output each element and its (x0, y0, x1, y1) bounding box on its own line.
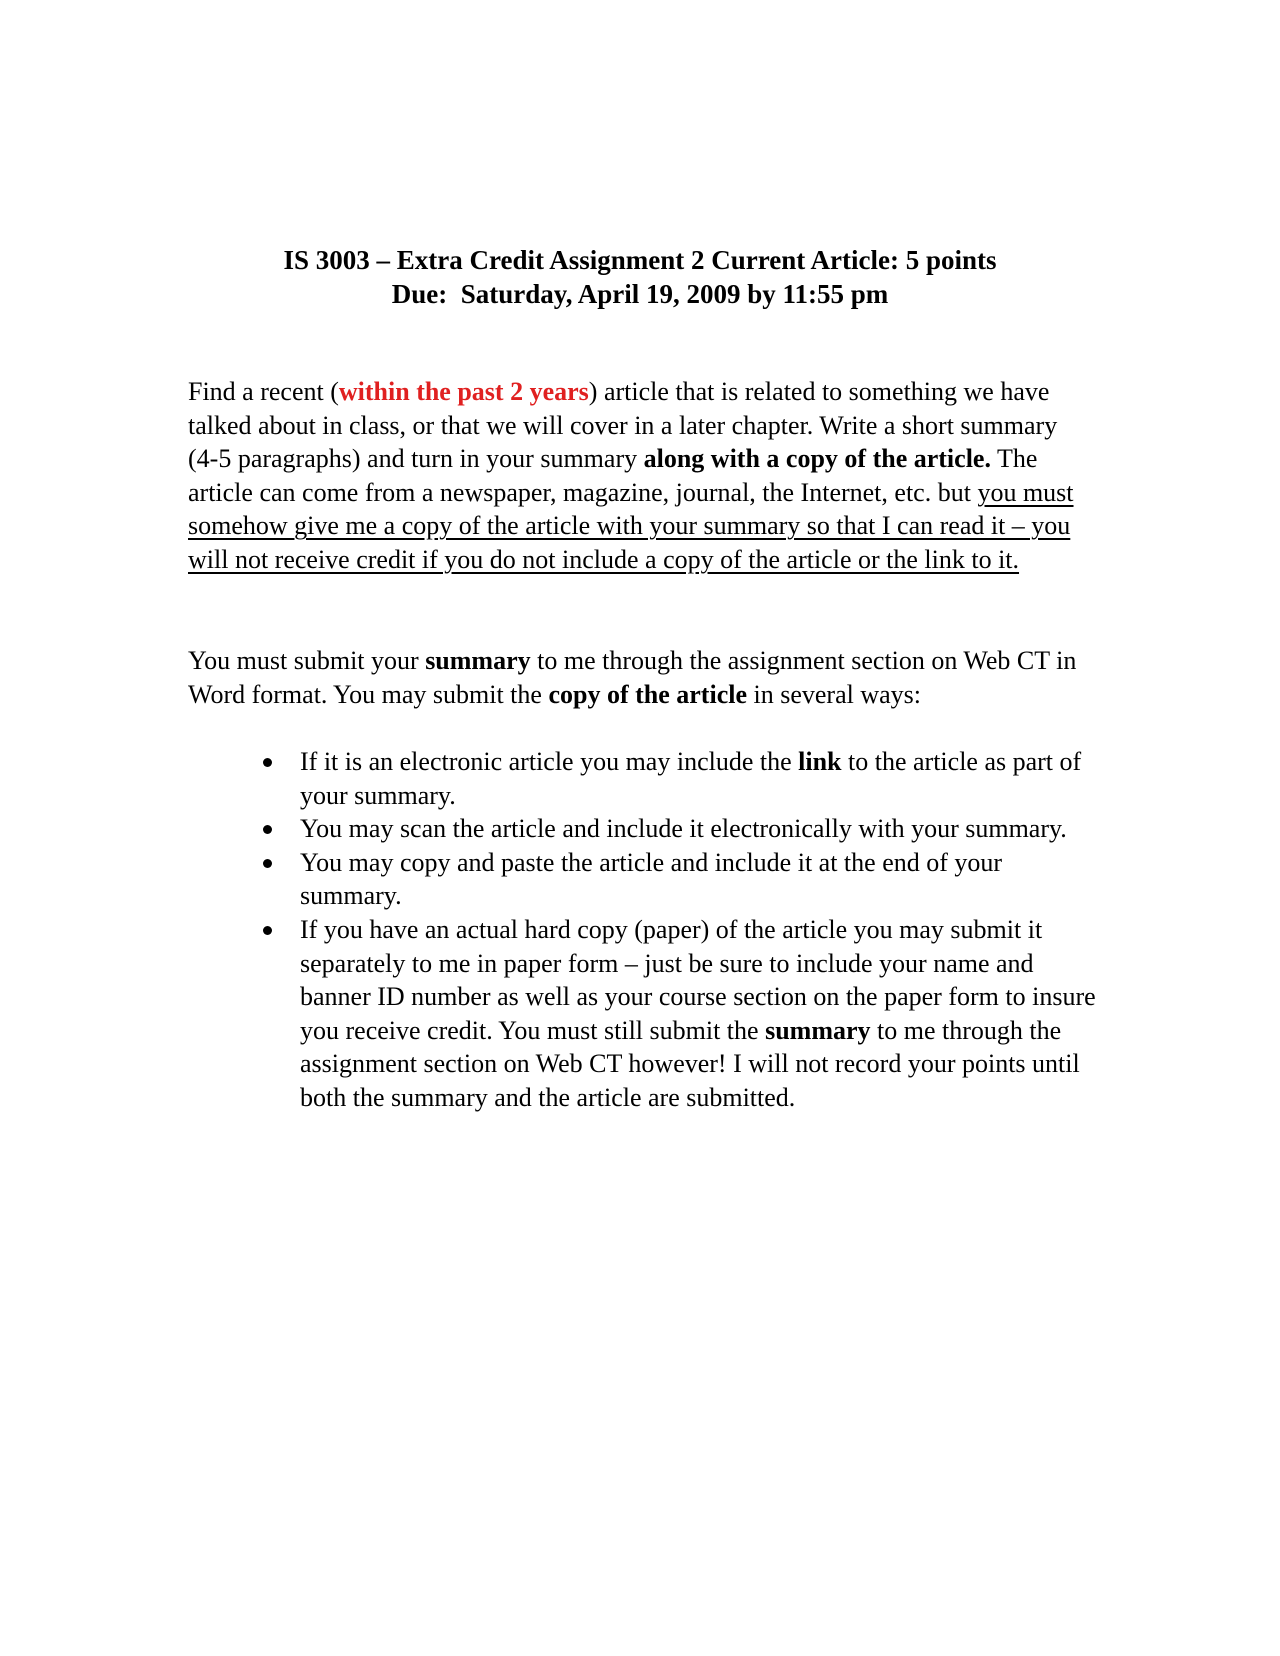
bullet-4-text-1: If you have an actual hard copy (paper) of the article you may submit it separately to me in paper form – just be sure to include your name and banner ID number as well as your course section on the paper form to insure you receive credit. You must still submit the (300, 914, 1096, 1045)
title-line-2: Due: Saturday, April 19, 2009 by 11:55 pm (391, 279, 889, 309)
p2-text-1: You must submit your (188, 646, 426, 675)
p1-text-3: The article can come from a newspaper, magazine, journal, the Internet, etc. but (188, 444, 1038, 507)
bullet-1-text-2: to the article as part of your summary. (300, 747, 1082, 810)
bullet-1-link-bold: link (798, 747, 842, 776)
bullet-icon (263, 758, 272, 767)
p2-summary-bold: summary (425, 646, 531, 675)
list-item (300, 846, 1100, 913)
p2-copy-bold: copy of the article (548, 679, 747, 709)
bullet-icon (263, 859, 272, 868)
submission-options-list (300, 745, 1100, 1115)
copy-requirement: along with a copy of the article. (643, 444, 991, 474)
bullet-4-summary-bold: summary (765, 1015, 871, 1045)
document-title (0, 243, 1280, 311)
submission-paragraph (188, 644, 1093, 711)
p1-text-1: Find a recent ( (188, 377, 339, 406)
bullet-icon (263, 926, 272, 935)
bullet-3-text: You may copy and paste the article and include it at the end of your summary. (300, 847, 1003, 911)
p2-text-2: to me through the assignment section on Web CT in Word format. You may submit the (188, 646, 1077, 709)
list-item (300, 812, 1100, 846)
bullet-icon (263, 825, 272, 834)
credit-warning: you must somehow give me a copy of the article with your summary so that I can read it – you will not receive credit if you do not include a copy of the article or the link to it. (188, 477, 1074, 574)
instructions-paragraph (188, 375, 1093, 577)
p1-text-2: ) article that is related to something we have talked about in class, or that we will cover in a later chapter. Write a short summary (4-5 paragraphs) and turn in your summary (188, 377, 1058, 474)
list-item (300, 913, 1100, 1115)
bullet-4-text-2: to me through the assignment section on Web CT however! I will not record your points until both the summary and the article are submitted. (300, 1015, 1080, 1112)
bullet-1-text-1: If it is an electronic article you may include the (300, 747, 799, 776)
title-line-1: IS 3003 – Extra Credit Assignment 2 Current Article: 5 points (283, 245, 997, 275)
bullet-2-text: You may scan the article and include it electronically with your summary. (300, 814, 1067, 844)
recency-requirement: within the past 2 years (338, 377, 589, 406)
p2-text-3: in several ways: (747, 679, 922, 709)
list-item (300, 745, 1100, 812)
